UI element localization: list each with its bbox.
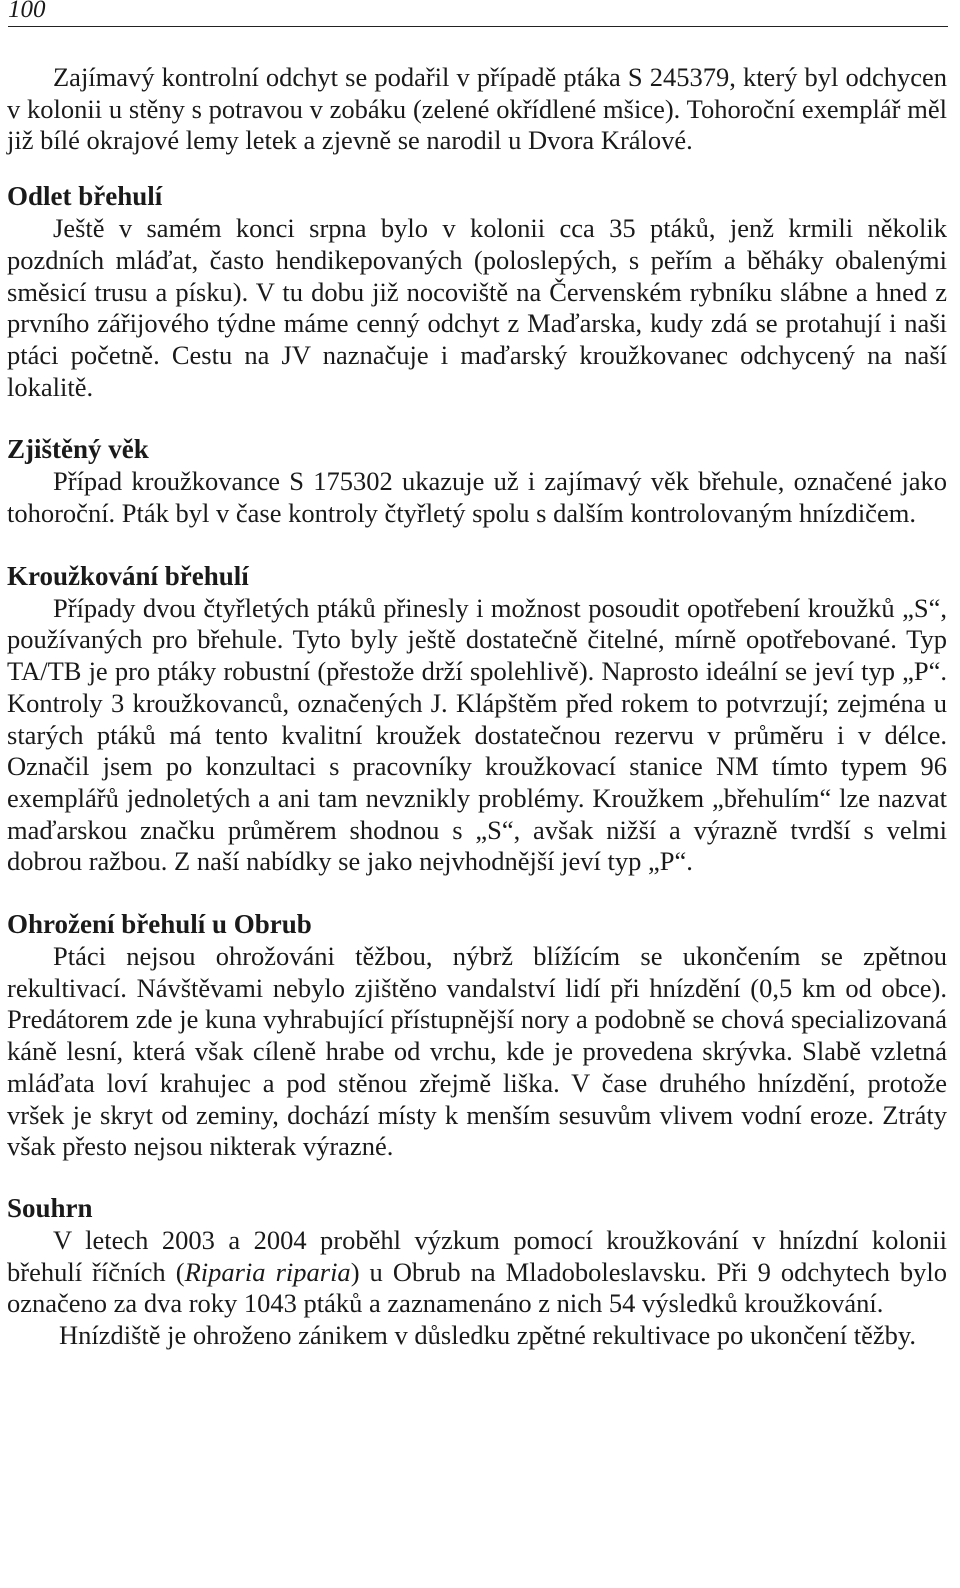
- page-header: [8, 0, 948, 27]
- summary-paragraph-2: Hnízdiště je ohroženo zánikem v důsledku zpětné rekultivace po ukončení těžby.: [59, 1320, 917, 1351]
- page-number: 100: [8, 0, 46, 23]
- section-heading-vek: Zjištěný věk: [7, 434, 149, 465]
- species-name: Riparia riparia: [184, 1256, 351, 1287]
- summary-text-before: V letech 2003 a 2004 proběhl výzkum pomocí kroužkování v hnízdní kolonii břehulí říčních (: [7, 1224, 947, 1287]
- section-text-vek: Případ kroužkovance S 175302 ukazuje už i zajímavý věk břehule, označené jako tohoroční. Pták byl v čase kontroly čtyřletý spolu s dalším kontrolovaným hnízdičem.: [7, 466, 947, 529]
- summary-text-after: ) u Obrub na Mladoboleslavsku. Při 9 odchytech bylo označeno za dva roky 1043 ptáků a zaznamenáno z nich 54 výsledků kroužkování.: [7, 1256, 947, 1319]
- section-heading-krouzkovani: Kroužkování břehulí: [7, 560, 249, 591]
- section-heading-odlet: Odlet břehulí: [7, 181, 163, 212]
- intro-paragraph: Zajímavý kontrolní odchyt se podařil v případě ptáka S 245379, který byl odchycen v kolonii u stěny s potravou v zobáku (zelené okřídlené mšice). Tohoroční exemplář měl již bílé okrajové lemy letek a zjevně se narodil u Dvora Králové.: [7, 62, 947, 156]
- section-text-ohrozeni: Ptáci nejsou ohrožováni těžbou, nýbrž blížícím se ukončením se zpětnou rekultivací. Návštěvami nebylo zjištěno vandalství lidí při hnízdění (0,5 km od obce). Predátorem zde je kuna vyhrabující přístupnější nory a podobně se chová specializovaná káně lesní, která však cíleně hrabe od vrchu, kde je provedena skrývka. Slabě vzletná mláďata loví krahujec a pod stěnou zřejmě liška. V čase druhého hnízdění, protože vršek je skryt od zeminy, dochází místy k menším sesuvům vlivem vodní eroze. Ztráty však přesto nejsou nikterak výrazné.: [7, 941, 947, 1162]
- section-text-krouzkovani: Případy dvou čtyřletých ptáků přinesly i možnost posoudit opotřebení kroužků „S“, používaných pro břehule. Tyto byly ještě dostatečně čitelné, mírně opotřebované. Typ TA/TB je pro ptáky robustní (přestože drží spolehlivě). Naprosto ideální se jeví typ „P“. Kontroly 3 kroužkovanců, označených J. Klápštěm před rokem to potvrzují; zejména u starých ptáků má tento kvalitní kroužek dostatečnou rezervu v průměru i v délce. Označil jsem po konzultaci s pracovníky kroužkovací stanice NM tímto typem 96 exemplářů jednoletých a ani tam nevznikly problémy. Kroužkem „břehulím“ lze nazvat maďarskou značku průměrem shodnou s „S“, avšak nižší a výrazně tvrdší s velmi dobrou ražbou. Z naší nabídky se jako nejvhodnější jeví typ „P“.: [7, 592, 947, 877]
- section-heading-souhrn: Souhrn: [7, 1192, 93, 1223]
- article-body: [7, 62, 947, 1352]
- summary-paragraph: [7, 1225, 947, 1320]
- section-text-odlet: Ještě v samém konci srpna bylo v kolonii cca 35 ptáků, jenž krmili několik pozdních mláďat, často hendikepovaných (poloslepých, s peřím a běháky obalenými směsicí trusu a písku). V tu dobu již nocoviště na Červenském rybníku slábne a hned z prvního zářijového týdne máme cenný odchyt z Maďarska, kudy zdá se protahují i naši ptáci početně. Cestu na JV naznačuje i maďarský kroužkovanec odchycený na naší lokalitě.: [7, 213, 947, 402]
- section-heading-ohrozeni: Ohrožení břehulí u Obrub: [7, 909, 312, 940]
